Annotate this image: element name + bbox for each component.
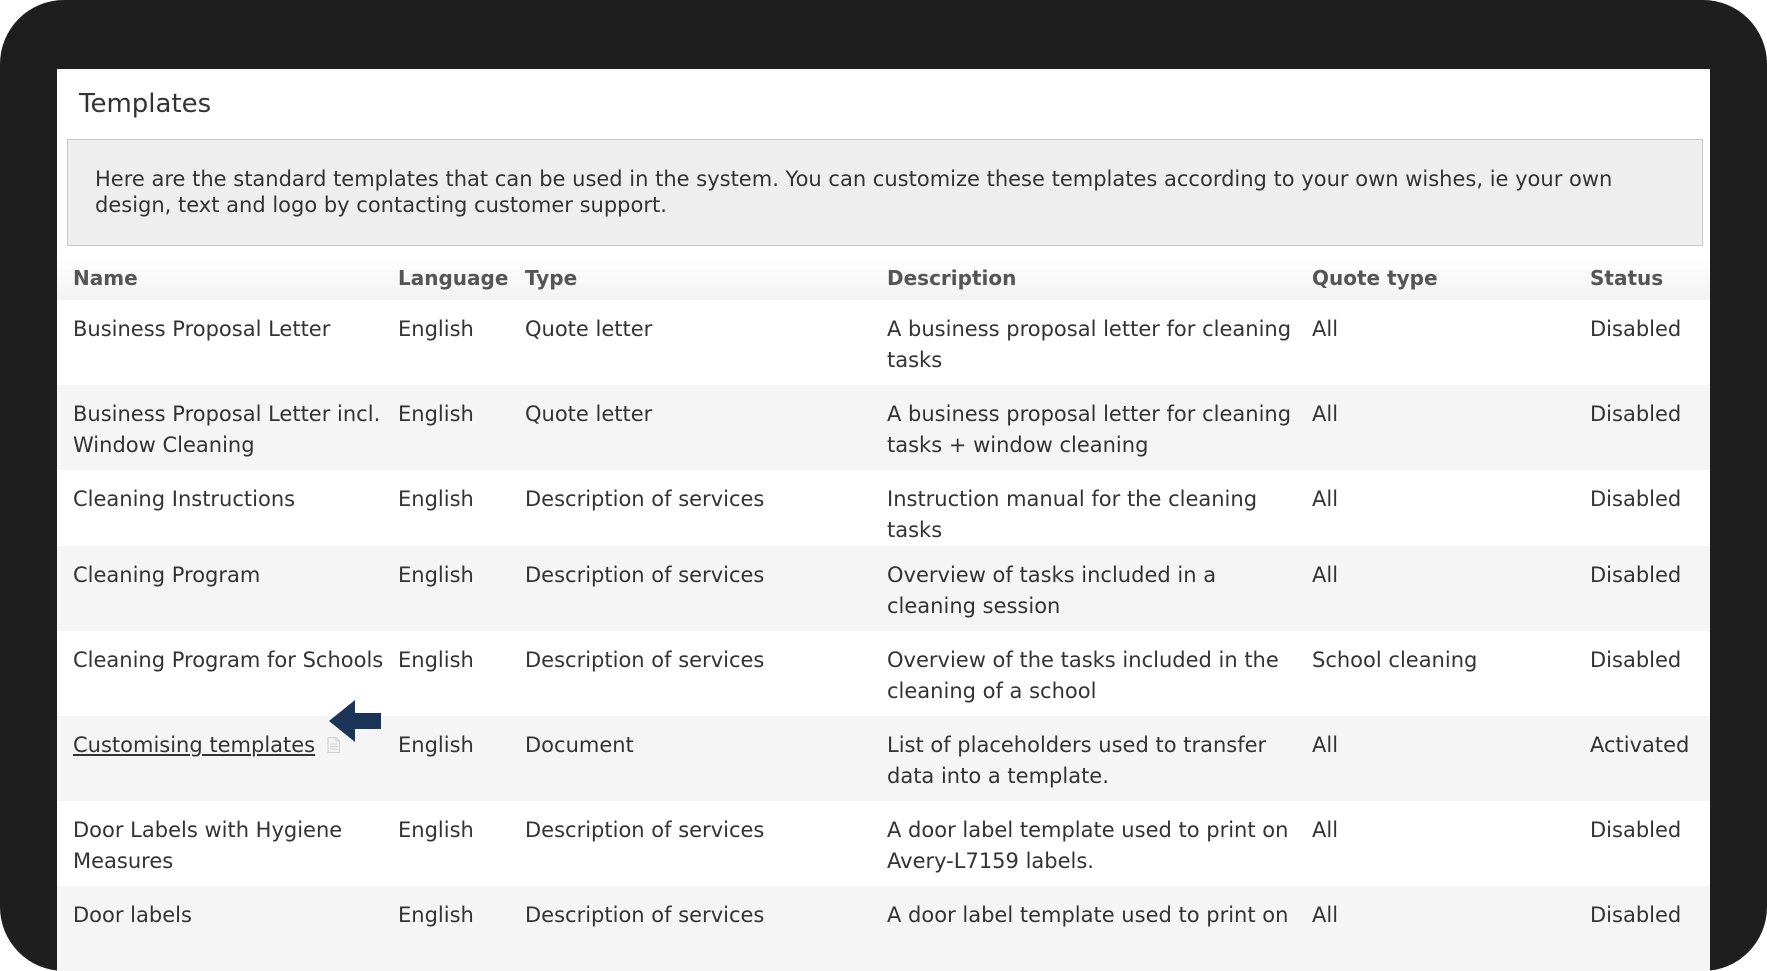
cell-status: Disabled	[1590, 648, 1682, 672]
cell-language: English	[398, 487, 474, 511]
cell-type: Description of services	[525, 818, 765, 842]
cell-status: Disabled	[1590, 563, 1682, 587]
column-header-name[interactable]: Name	[73, 265, 138, 290]
cell-name: Business Proposal Letter incl. Window Cleaning	[73, 402, 381, 457]
cell-status: Disabled	[1590, 317, 1682, 341]
cell-quote-type: All	[1312, 402, 1339, 426]
column-header-description[interactable]: Description	[887, 265, 1017, 290]
cell-language: English	[398, 903, 474, 927]
column-header-status[interactable]: Status	[1590, 265, 1664, 290]
cell-name: Door Labels with Hygiene Measures	[73, 818, 343, 873]
cell-status: Disabled	[1590, 818, 1682, 842]
cell-quote-type: School cleaning	[1312, 648, 1478, 672]
cell-name: Cleaning Program	[73, 563, 261, 587]
cell-description: A business proposal letter for cleaning tasks + window cleaning	[887, 402, 1292, 457]
cell-quote-type: All	[1312, 487, 1339, 511]
cell-type: Description of services	[525, 903, 765, 927]
cell-name: Cleaning Instructions	[73, 487, 296, 511]
table-row[interactable]	[57, 631, 1710, 716]
cell-language: English	[398, 733, 474, 757]
cell-type: Description of services	[525, 487, 765, 511]
cell-quote-type: All	[1312, 733, 1339, 757]
table-row[interactable]	[57, 801, 1710, 886]
cell-description: Instruction manual for the cleaning tasks	[887, 487, 1258, 542]
cell-language: English	[398, 648, 474, 672]
cell-description: A door label template used to print on	[887, 903, 1289, 927]
cell-language: English	[398, 563, 474, 587]
cell-quote-type: All	[1312, 563, 1339, 587]
info-text: Here are the standard templates that can be used in the system. You can customize these templates according to your own wishes, ie your own design, text and logo by contacting customer support.	[95, 167, 1613, 217]
cell-type: Quote letter	[525, 402, 653, 426]
cell-description: A door label template used to print on Avery-L7159 labels.	[887, 818, 1289, 873]
cell-name: Cleaning Program for Schools	[73, 648, 384, 672]
arrow-left-icon	[327, 697, 383, 745]
cell-name: Business Proposal Letter	[73, 317, 331, 341]
cell-type: Document	[525, 733, 634, 757]
cell-language: English	[398, 317, 474, 341]
cell-quote-type: All	[1312, 317, 1339, 341]
cell-quote-type: All	[1312, 818, 1339, 842]
template-link-customising[interactable]: Customising templates	[73, 733, 316, 757]
cell-quote-type: All	[1312, 903, 1339, 927]
cell-description: Overview of the tasks included in the cleaning of a school	[887, 648, 1279, 703]
table-row[interactable]	[57, 886, 1710, 971]
table-row[interactable]	[57, 470, 1710, 546]
cell-type: Quote letter	[525, 317, 653, 341]
cell-status: Disabled	[1590, 903, 1682, 927]
cell-status: Activated	[1590, 733, 1690, 757]
cell-status: Disabled	[1590, 402, 1682, 426]
cell-type: Description of services	[525, 563, 765, 587]
column-header-quote-type[interactable]: Quote type	[1312, 265, 1438, 290]
table-header-row	[57, 255, 1710, 300]
table-row[interactable]	[57, 300, 1710, 385]
cell-description: List of placeholders used to transfer data into a template.	[887, 733, 1267, 788]
cell-status: Disabled	[1590, 487, 1682, 511]
templates-panel	[57, 69, 1710, 927]
column-header-type[interactable]: Type	[525, 265, 578, 290]
cell-description: Overview of tasks included in a cleaning session	[887, 563, 1217, 618]
table-row[interactable]	[57, 385, 1710, 470]
page-title: Templates	[79, 89, 212, 119]
templates-table	[57, 255, 1710, 971]
cell-type: Description of services	[525, 648, 765, 672]
table-row-active[interactable]	[57, 716, 1710, 801]
cell-description: A business proposal letter for cleaning tasks	[887, 317, 1292, 372]
column-header-language[interactable]: Language	[398, 265, 509, 290]
cell-name: Door labels	[73, 903, 192, 927]
table-row[interactable]	[57, 546, 1710, 631]
cell-language: English	[398, 402, 474, 426]
cell-language: English	[398, 818, 474, 842]
info-box	[67, 139, 1703, 246]
